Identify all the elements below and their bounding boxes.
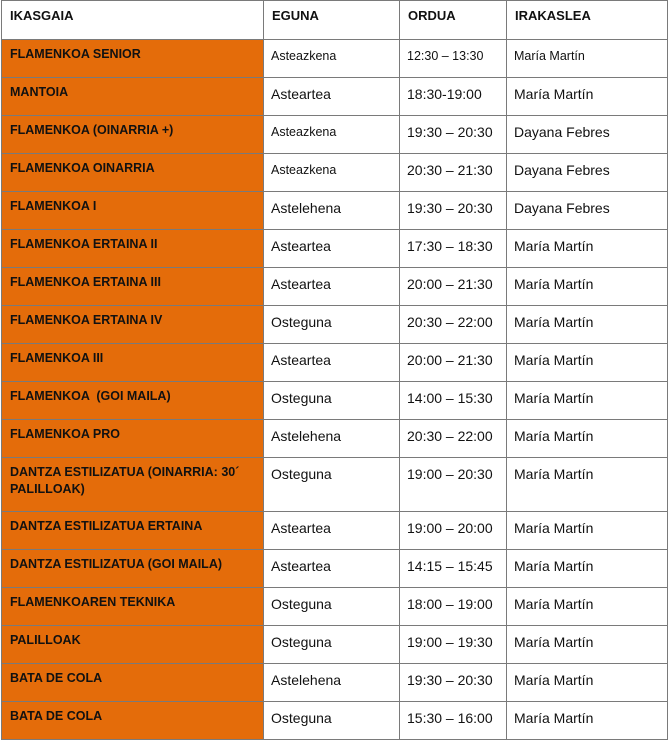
teacher-cell — [507, 306, 668, 344]
table-row — [2, 550, 668, 588]
teacher-text: Dayana Febres — [514, 124, 610, 140]
day-text: Osteguna — [271, 634, 332, 650]
subject-text: FLAMENKOA I — [10, 199, 97, 213]
day-text: Asteartea — [271, 86, 331, 102]
time-text: 17:30 – 18:30 — [407, 238, 493, 254]
time-cell — [400, 268, 507, 306]
time-cell — [400, 306, 507, 344]
teacher-text: Dayana Febres — [514, 200, 610, 216]
subject-cell — [2, 306, 264, 344]
day-cell — [264, 512, 400, 550]
teacher-text: María Martín — [514, 558, 594, 574]
time-cell — [400, 154, 507, 192]
time-cell — [400, 702, 507, 740]
time-cell — [400, 420, 507, 458]
table-row — [2, 230, 668, 268]
time-cell — [400, 382, 507, 420]
subject-cell — [2, 702, 264, 740]
time-cell — [400, 512, 507, 550]
time-text: 20:30 – 21:30 — [407, 162, 493, 178]
time-cell — [400, 192, 507, 230]
teacher-cell — [507, 344, 668, 382]
day-cell — [264, 702, 400, 740]
table-row — [2, 154, 668, 192]
header-day-label: EGUNA — [272, 8, 319, 23]
day-cell — [264, 382, 400, 420]
time-cell — [400, 550, 507, 588]
teacher-cell — [507, 458, 668, 512]
day-text: Asteartea — [271, 238, 331, 254]
day-text: Asteazkena — [271, 49, 337, 63]
day-text: Asteartea — [271, 558, 331, 574]
day-text: Asteartea — [271, 520, 331, 536]
day-text: Astelehena — [271, 200, 342, 216]
day-cell — [264, 40, 400, 78]
subject-text: FLAMENKOA SENIOR — [10, 47, 141, 61]
teacher-cell — [507, 702, 668, 740]
teacher-cell — [507, 116, 668, 154]
time-cell — [400, 588, 507, 626]
teacher-text: María Martín — [514, 49, 585, 63]
teacher-text: Dayana Febres — [514, 162, 610, 178]
time-cell — [400, 664, 507, 702]
subject-cell — [2, 458, 264, 512]
time-text: 15:30 – 16:00 — [407, 710, 493, 726]
subject-text: DANTZA ESTILIZATUA (OINARRIA: 30´ PALILLOAK) — [10, 465, 240, 496]
table-row — [2, 344, 668, 382]
subject-cell — [2, 78, 264, 116]
header-teacher — [507, 1, 668, 40]
teacher-cell — [507, 78, 668, 116]
header-day — [264, 1, 400, 40]
subject-text: DANTZA ESTILIZATUA (GOI MAILA) — [10, 557, 223, 571]
time-text: 19:30 – 20:30 — [407, 672, 493, 688]
time-cell — [400, 230, 507, 268]
day-cell — [264, 268, 400, 306]
table-row — [2, 626, 668, 664]
table-row — [2, 192, 668, 230]
subject-text: FLAMENKOAREN TEKNIKA — [10, 595, 176, 609]
time-cell — [400, 40, 507, 78]
subject-text: FLAMENKOA III — [10, 351, 104, 365]
day-cell — [264, 344, 400, 382]
subject-text: FLAMENKOA ERTAINA III — [10, 275, 161, 289]
teacher-text: María Martín — [514, 596, 594, 612]
day-text: Asteazkena — [271, 125, 337, 139]
teacher-cell — [507, 664, 668, 702]
subject-text: FLAMENKOA ERTAINA II — [10, 237, 158, 251]
teacher-text: María Martín — [514, 390, 594, 406]
time-text: 19:30 – 20:30 — [407, 124, 493, 140]
day-cell — [264, 588, 400, 626]
day-cell — [264, 550, 400, 588]
subject-cell — [2, 268, 264, 306]
day-cell — [264, 420, 400, 458]
table-row — [2, 588, 668, 626]
day-text: Astelehena — [271, 428, 342, 444]
schedule-table — [1, 0, 668, 740]
day-text: Osteguna — [271, 466, 332, 482]
time-cell — [400, 458, 507, 512]
day-cell — [264, 306, 400, 344]
subject-cell — [2, 382, 264, 420]
day-text: Asteazkena — [271, 163, 337, 177]
teacher-text: María Martín — [514, 710, 594, 726]
time-text: 14:00 – 15:30 — [407, 390, 493, 406]
time-text: 18:00 – 19:00 — [407, 596, 493, 612]
time-text: 20:30 – 22:00 — [407, 428, 493, 444]
subject-text: FLAMENKOA ERTAINA IV — [10, 313, 163, 327]
teacher-text: María Martín — [514, 352, 594, 368]
subject-cell — [2, 344, 264, 382]
subject-text: PALILLOAK — [10, 633, 81, 647]
teacher-cell — [507, 268, 668, 306]
teacher-cell — [507, 154, 668, 192]
subject-cell — [2, 420, 264, 458]
subject-cell — [2, 588, 264, 626]
subject-text: FLAMENKOA (OINARRIA +) — [10, 123, 174, 137]
day-cell — [264, 458, 400, 512]
subject-cell — [2, 664, 264, 702]
table-row — [2, 702, 668, 740]
header-row — [2, 1, 668, 40]
subject-text: BATA DE COLA — [10, 671, 103, 685]
teacher-cell — [507, 588, 668, 626]
time-text: 14:15 – 15:45 — [407, 558, 493, 574]
header-time-label: ORDUA — [408, 8, 456, 23]
day-text: Osteguna — [271, 314, 332, 330]
time-cell — [400, 626, 507, 664]
table-row — [2, 420, 668, 458]
teacher-text: María Martín — [514, 672, 594, 688]
teacher-cell — [507, 512, 668, 550]
teacher-cell — [507, 192, 668, 230]
day-cell — [264, 154, 400, 192]
subject-cell — [2, 550, 264, 588]
time-text: 19:30 – 20:30 — [407, 200, 493, 216]
header-subject — [2, 1, 264, 40]
day-cell — [264, 116, 400, 154]
time-text: 19:00 – 19:30 — [407, 634, 493, 650]
header-time — [400, 1, 507, 40]
teacher-cell — [507, 626, 668, 664]
time-text: 20:00 – 21:30 — [407, 276, 493, 292]
header-teacher-label: IRAKASLEA — [515, 8, 591, 23]
subject-cell — [2, 626, 264, 664]
subject-text: FLAMENKOA (GOI MAILA) — [10, 389, 171, 403]
day-text: Osteguna — [271, 596, 332, 612]
time-text: 20:00 – 21:30 — [407, 352, 493, 368]
time-cell — [400, 78, 507, 116]
subject-text: DANTZA ESTILIZATUA ERTAINA — [10, 519, 203, 533]
day-cell — [264, 78, 400, 116]
teacher-text: María Martín — [514, 238, 594, 254]
subject-cell — [2, 154, 264, 192]
day-text: Asteartea — [271, 352, 331, 368]
teacher-cell — [507, 40, 668, 78]
day-cell — [264, 230, 400, 268]
subject-cell — [2, 230, 264, 268]
day-text: Osteguna — [271, 710, 332, 726]
table-row — [2, 382, 668, 420]
day-cell — [264, 664, 400, 702]
subject-text: BATA DE COLA — [10, 709, 103, 723]
teacher-text: María Martín — [514, 276, 594, 292]
day-cell — [264, 626, 400, 664]
subject-cell — [2, 192, 264, 230]
time-cell — [400, 344, 507, 382]
table-row — [2, 78, 668, 116]
day-cell — [264, 192, 400, 230]
teacher-text: María Martín — [514, 466, 594, 482]
day-text: Astelehena — [271, 672, 342, 688]
teacher-text: María Martín — [514, 428, 594, 444]
time-cell — [400, 116, 507, 154]
teacher-cell — [507, 550, 668, 588]
subject-text: MANTOIA — [10, 85, 69, 99]
subject-text: FLAMENKOA OINARRIA — [10, 161, 155, 175]
subject-text: FLAMENKOA PRO — [10, 427, 120, 441]
day-text: Osteguna — [271, 390, 332, 406]
time-text: 19:00 – 20:00 — [407, 520, 493, 536]
header-subject-label: IKASGAIA — [10, 8, 74, 23]
table-row — [2, 306, 668, 344]
teacher-cell — [507, 230, 668, 268]
subject-cell — [2, 40, 264, 78]
time-text: 12:30 – 13:30 — [407, 49, 484, 63]
table-row — [2, 458, 668, 512]
teacher-text: María Martín — [514, 86, 594, 102]
teacher-text: María Martín — [514, 520, 594, 536]
teacher-cell — [507, 420, 668, 458]
table-row — [2, 664, 668, 702]
table-row — [2, 40, 668, 78]
time-text: 18:30-19:00 — [407, 86, 482, 102]
table-row — [2, 116, 668, 154]
table-row — [2, 512, 668, 550]
teacher-text: María Martín — [514, 634, 594, 650]
teacher-text: María Martín — [514, 314, 594, 330]
subject-cell — [2, 116, 264, 154]
teacher-cell — [507, 382, 668, 420]
day-text: Asteartea — [271, 276, 331, 292]
subject-cell — [2, 512, 264, 550]
table-row — [2, 268, 668, 306]
time-text: 20:30 – 22:00 — [407, 314, 493, 330]
time-text: 19:00 – 20:30 — [407, 466, 493, 482]
